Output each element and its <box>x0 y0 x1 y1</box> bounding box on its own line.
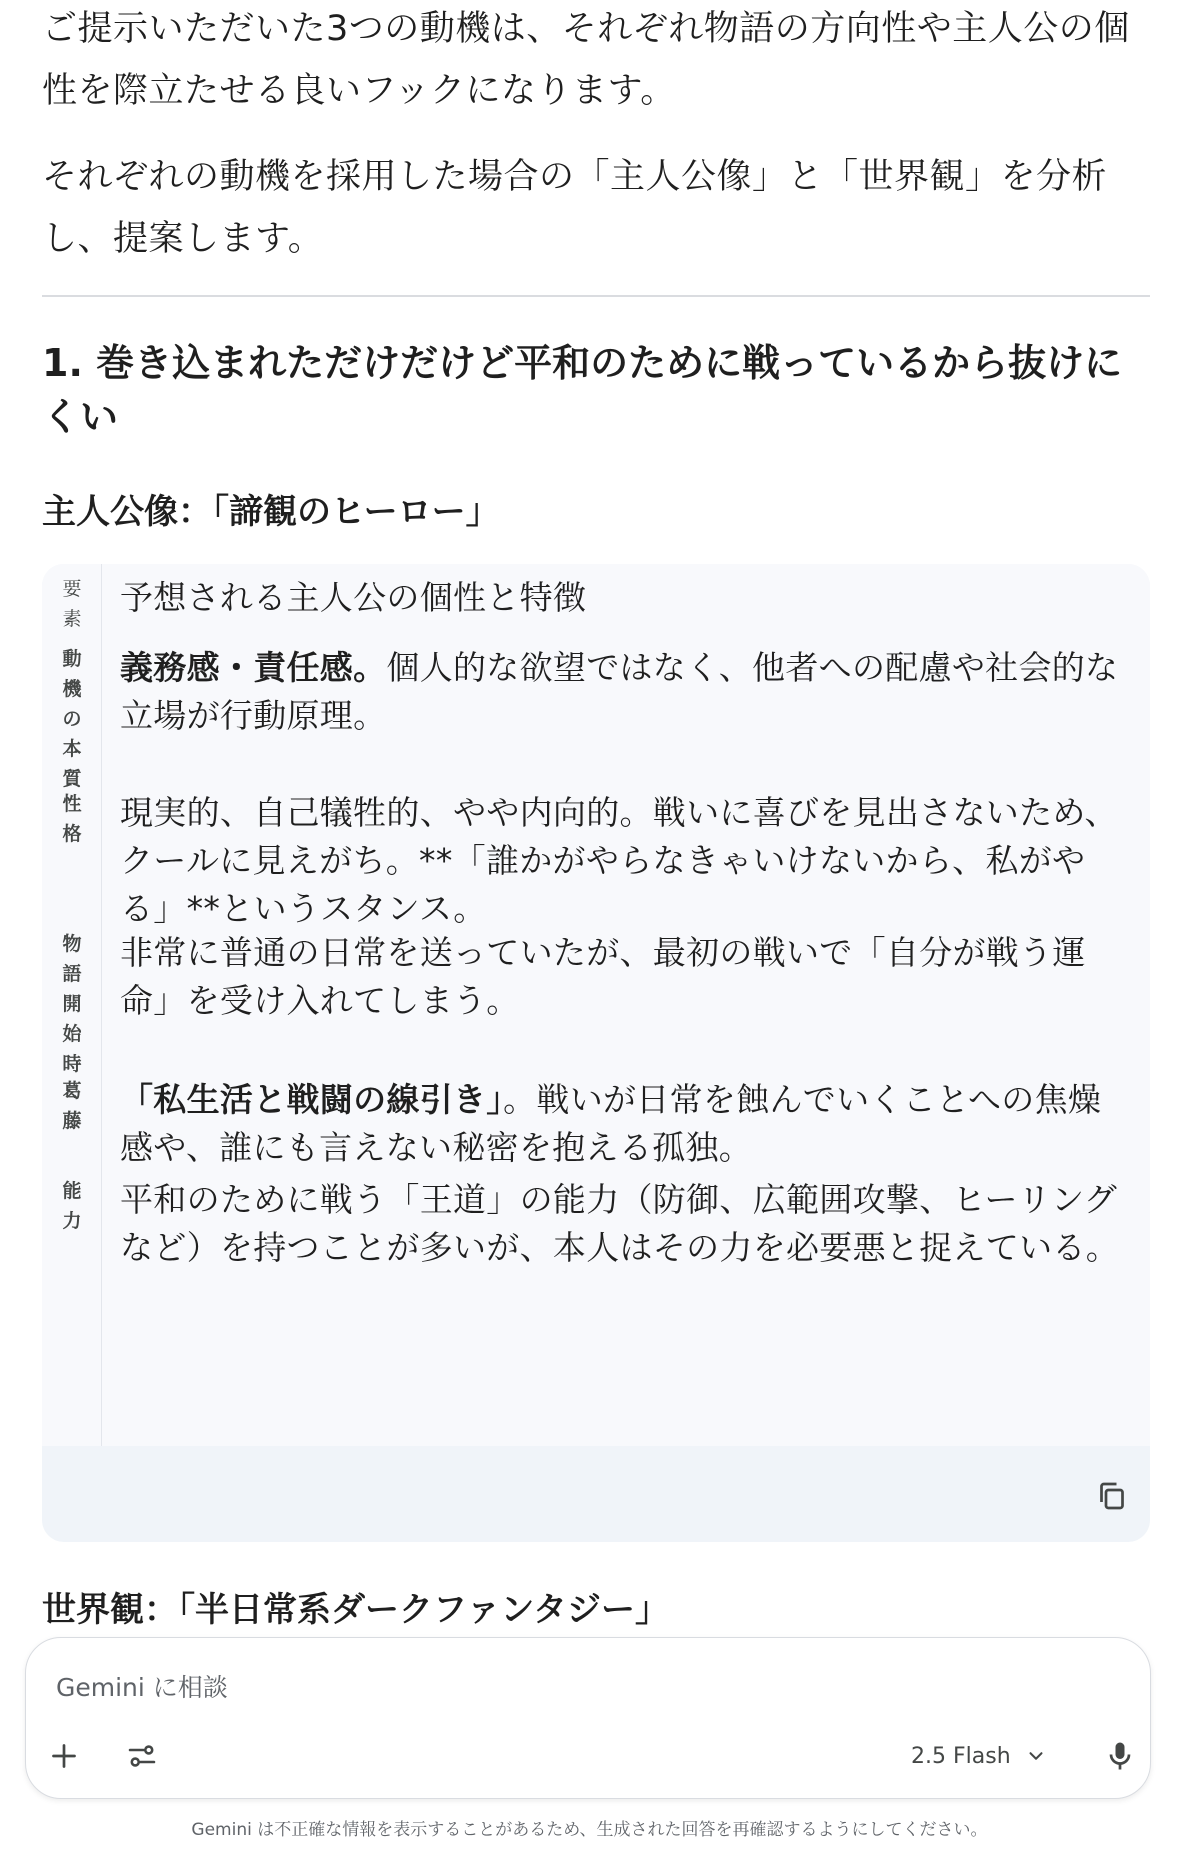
intro-paragraph-2: それぞれの動機を採用した場合の「主人公像」と「世界観」を分析し、提案します。 <box>42 157 1108 259</box>
row-key: 動 機 の 本 質 <box>62 648 82 790</box>
copy-icon[interactable] <box>1094 1478 1130 1514</box>
mic-icon[interactable] <box>1102 1738 1138 1774</box>
divider <box>42 295 1150 297</box>
row-key: 物 語 開 始 時 <box>62 933 82 1075</box>
row-key: 能 力 <box>62 1180 82 1232</box>
row-value-text: 。戦いが日常を蝕んでいくことへの焦燥感や、誰にも言えない秘密を抱える孤独。 <box>120 1080 1102 1167</box>
prompt-input[interactable]: Gemini に相談 <box>56 1673 228 1702</box>
table-card <box>42 564 1150 1542</box>
model-label: 2.5 Flash <box>911 1743 1011 1769</box>
chevron-down-icon <box>1025 1745 1047 1767</box>
row-key: 葛 藤 <box>62 1080 82 1132</box>
intro-paragraph-1: ご提示いただいた3つの動機は、それぞれ物語の方向性や主人公の個性を際立たせる良いフックになります。 <box>42 9 1130 111</box>
tools-icon[interactable] <box>124 1738 160 1774</box>
plus-icon[interactable] <box>46 1738 82 1774</box>
row-value-text: 非常に普通の日常を送っていたが、最初の戦いで「自分が戦う運命」を受け入れてしまう。 <box>120 933 1086 1020</box>
prompt-composer <box>25 1637 1151 1799</box>
row-value <box>120 644 1130 740</box>
row-key: 性 格 <box>62 793 82 845</box>
world-heading: 世界観：「半日常系ダークファンタジー」 <box>42 1590 669 1630</box>
header-key: 要 素 <box>62 578 82 630</box>
column-divider <box>101 564 102 1446</box>
row-value-text: 平和のために戦う「王道」の能力（防御、広範囲攻撃、ヒーリングなど）を持つことが多いが、本人はその力を必要悪と捉えている。 <box>120 1180 1119 1267</box>
row-value <box>120 1176 1130 1272</box>
row-value-text: 個人的な欲望ではなく、他者への配慮や社会的な立場が行動原理。 <box>120 648 1119 735</box>
row-value-text: 現実的、自己犠牲的、やや内向的。戦いに喜びを見出さないため、クールに見えがち。**「誰かがやらなきゃいけないから、私がやる」**というスタンス。 <box>120 793 1118 928</box>
section-heading: 1. 巻き込まれただけだけど平和のために戦っているから抜けにくい <box>42 341 1123 439</box>
header-value: 予想される主人公の個性と特徴 <box>120 578 587 617</box>
protagonist-heading: 主人公像：「諦観のヒーロー」 <box>42 492 500 532</box>
row-value <box>120 789 1130 933</box>
row-value <box>120 1076 1130 1172</box>
row-value <box>120 929 1130 1025</box>
row-value-bold: 「私生活と戦闘の線引き」 <box>120 1080 504 1119</box>
disclaimer: Gemini は不正確な情報を表示することがあるため、生成された回答を再確認するようにしてください。 <box>191 1820 988 1840</box>
table <box>42 564 1150 1446</box>
model-selector[interactable] <box>911 1736 1047 1776</box>
row-value-bold: 義務感・責任感。 <box>120 648 387 687</box>
